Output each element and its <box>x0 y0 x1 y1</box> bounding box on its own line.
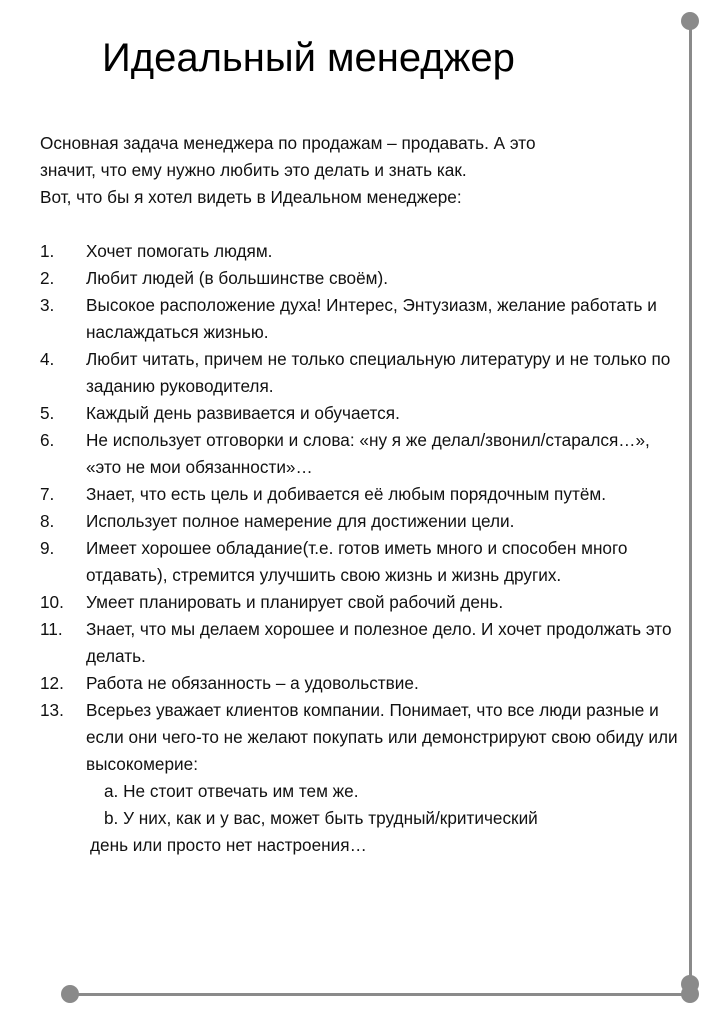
list-item-number: 2. <box>40 268 55 288</box>
list-item-text: Использует полное намерение для достижении цели. <box>86 511 515 531</box>
sub-item-a: a. Не стоит отвечать им тем же. <box>104 781 359 801</box>
list-item-number: 6. <box>40 430 55 450</box>
list-item-number: 10. <box>40 592 64 612</box>
list-item-text: Каждый день развивается и обучается. <box>86 403 400 423</box>
list-item <box>40 589 680 616</box>
list-item-text: Любит людей (в большинстве своём). <box>86 268 388 288</box>
frame-dot-top-right <box>681 12 699 30</box>
sub-item-b: b. У них, как и у вас, может быть трудный/критический <box>104 808 538 828</box>
list-item <box>40 265 680 292</box>
list-item-number: 12. <box>40 673 64 693</box>
list-item-number: 7. <box>40 484 55 504</box>
list-item-number: 3. <box>40 295 55 315</box>
frame-vertical-line <box>689 22 692 984</box>
list-item-number: 5. <box>40 403 55 423</box>
list-item-number: 11. <box>40 619 63 639</box>
intro-line: Основная задача менеджера по продажам – продавать. А это <box>40 133 536 153</box>
page-title: Идеальный менеджер <box>102 36 515 80</box>
list-item <box>40 535 680 589</box>
list-item-number: 8. <box>40 511 55 531</box>
list-item <box>40 508 680 535</box>
list-item-text: Знает, что есть цель и добивается её любым порядочным путём. <box>86 484 606 504</box>
list-item-number: 4. <box>40 349 55 369</box>
intro-paragraph <box>40 130 680 211</box>
intro-line: Вот, что бы я хотел видеть в Идеальном менеджере: <box>40 187 462 207</box>
list-item <box>40 346 680 400</box>
list-item <box>40 400 680 427</box>
sub-item-b-continuation: день или просто нет настроения… <box>90 835 367 855</box>
list-item <box>40 292 680 346</box>
document-body <box>40 130 680 859</box>
list-item-text: Высокое расположение духа! Интерес, Энтузиазм, желание работать и наслаждаться жизнью. <box>86 295 657 342</box>
list-item <box>40 697 680 859</box>
list-item <box>40 670 680 697</box>
intro-line: значит, что ему нужно любить это делать и знать как. <box>40 160 467 180</box>
frame-horizontal-line <box>70 993 692 996</box>
list-item <box>40 616 680 670</box>
list-item-text: Знает, что мы делаем хорошее и полезное дело. И хочет продолжать это делать. <box>86 619 672 666</box>
list-item-text: Всерьез уважает клиентов компании. Понимает, что все люди разные и если они чего-то не желают покупать или демонстрируют свою обиду или высокомерие: <box>86 700 678 774</box>
list-item <box>40 481 680 508</box>
list-item-number: 1. <box>40 241 55 261</box>
list-item-text: Работа не обязанность – а удовольствие. <box>86 673 419 693</box>
list-item-text: Имеет хорошее обладание(т.е. готов иметь много и способен много отдавать), стремится улучшить свою жизнь и жизнь других. <box>86 538 628 585</box>
frame-dot-bottom-left <box>61 985 79 1003</box>
list-item-number: 9. <box>40 538 55 558</box>
qualities-list <box>40 238 680 859</box>
list-item-number: 13. <box>40 700 64 720</box>
list-item <box>40 427 680 481</box>
list-item-text: Не использует отговорки и слова: «ну я же делал/звонил/старался…», «это не мои обязанности»… <box>86 430 650 477</box>
frame-dot-bottom-right <box>681 985 699 1003</box>
list-item-text: Любит читать, причем не только специальную литературу и не только по заданию руководителя. <box>86 349 671 396</box>
list-item-text: Умеет планировать и планирует свой рабочий день. <box>86 592 504 612</box>
list-item-text: Хочет помогать людям. <box>86 241 273 261</box>
list-item <box>40 238 680 265</box>
